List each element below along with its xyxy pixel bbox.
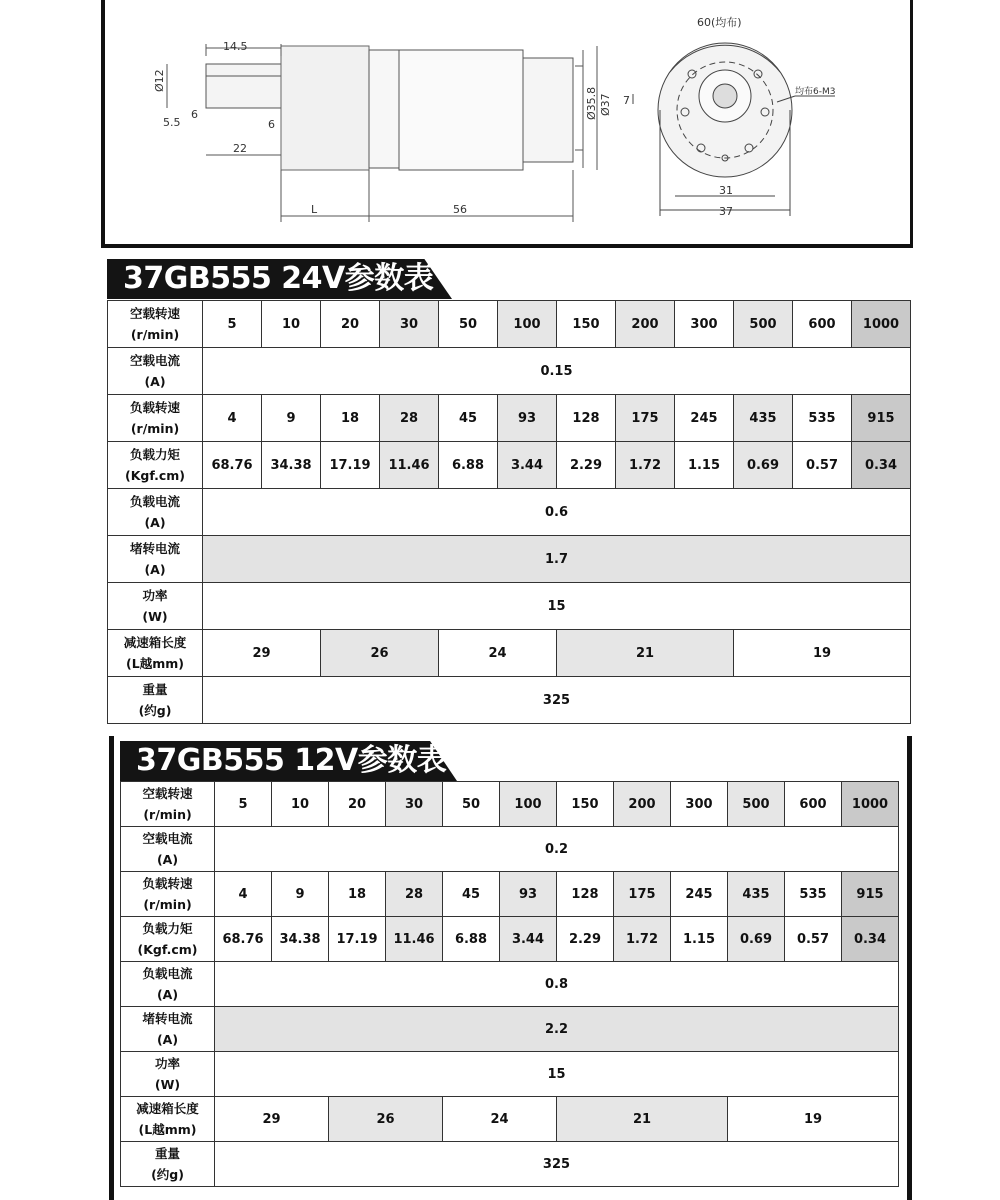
table-24v-title: 37GB555 24V参数表 [123,261,434,296]
cell: 34.38 [272,917,329,962]
table-24v-title-banner [107,259,452,299]
cell: 4 [215,872,272,917]
cell: 100 [500,782,557,827]
table-row [108,536,911,583]
cell: 3.44 [498,442,557,489]
cell: 0.69 [734,442,793,489]
table-row [108,489,911,536]
cell: 500 [734,301,793,348]
dim-m3-holes: 均布6-M3 [795,87,836,97]
cell: 1.72 [614,917,671,962]
table-row [121,1052,899,1097]
cell: 93 [498,395,557,442]
cell: 9 [262,395,321,442]
cell: 1.15 [671,917,728,962]
cell: 4 [203,395,262,442]
row-header: 负载力矩 (Kgf.cm) [108,442,203,489]
cell: 600 [793,301,852,348]
cell: 29 [203,630,321,677]
spec-table-12v [120,781,899,1187]
cell: 68.76 [215,917,272,962]
cell: 1.15 [675,442,734,489]
cell: 28 [380,395,439,442]
table-row [121,782,899,827]
cell: 28 [386,872,443,917]
cell: 915 [842,872,899,917]
dim-14-5: 14.5 [223,40,248,53]
row-header: 负载转速 (r/min) [121,872,215,917]
cell: 10 [272,782,329,827]
cell: 0.57 [785,917,842,962]
cell: 18 [321,395,380,442]
table-row [108,583,911,630]
cell: 17.19 [329,917,386,962]
cell: 325 [215,1142,899,1187]
cell: 24 [443,1097,557,1142]
cell: 30 [386,782,443,827]
cell: 150 [557,301,616,348]
cell: 1.72 [616,442,675,489]
row-header: 空载电流 (A) [108,348,203,395]
row-header: 负载转速 (r/min) [108,395,203,442]
cell: 0.6 [203,489,911,536]
cell: 2.29 [557,917,614,962]
table-row [108,395,911,442]
table-12v-title-banner [120,741,457,781]
cell: 535 [785,872,842,917]
cell: 45 [439,395,498,442]
row-header: 堵转电流 (A) [108,536,203,583]
row-header: 空载电流 (A) [121,827,215,872]
table-row [108,348,911,395]
cell: 150 [557,782,614,827]
cell: 6.88 [439,442,498,489]
cell: 0.34 [852,442,911,489]
cell: 0.57 [793,442,852,489]
dim-60-pitch: 60(均布) [697,16,742,29]
cell: 18 [329,872,386,917]
cell: 200 [616,301,675,348]
table-row [121,1007,899,1052]
cell: 11.46 [386,917,443,962]
cell: 100 [498,301,557,348]
dimension-drawing [101,0,913,248]
cell: 435 [728,872,785,917]
dim-7: 7 [623,94,630,107]
cell: 0.34 [842,917,899,962]
cell: 2.29 [557,442,616,489]
cell: 325 [203,677,911,724]
row-header: 重量 (约g) [121,1142,215,1187]
cell: 50 [439,301,498,348]
cell: 535 [793,395,852,442]
cell: 600 [785,782,842,827]
table-12v-frame-left [109,736,114,1200]
cell: 128 [557,395,616,442]
cell: 128 [557,872,614,917]
row-header: 负载电流 (A) [108,489,203,536]
cell: 200 [614,782,671,827]
cell: 175 [616,395,675,442]
cell: 5 [203,301,262,348]
cell: 5 [215,782,272,827]
cell: 0.2 [215,827,899,872]
cell: 15 [215,1052,899,1097]
cell: 93 [500,872,557,917]
cell: 300 [675,301,734,348]
cell: 11.46 [380,442,439,489]
cell: 21 [557,1097,728,1142]
cell: 1000 [852,301,911,348]
dim-6b: 6 [268,118,275,131]
dim-L: L [311,203,318,216]
cell: 175 [614,872,671,917]
dim-37: 37 [719,205,733,218]
cell: 17.19 [321,442,380,489]
row-header: 堵转电流 (A) [121,1007,215,1052]
cell: 19 [728,1097,899,1142]
table-row [108,630,911,677]
cell: 500 [728,782,785,827]
table-row [108,442,911,489]
dim-5-5: 5.5 [163,116,181,129]
motor-drawing-svg [105,0,913,248]
row-header: 功率 (W) [121,1052,215,1097]
cell: 3.44 [500,917,557,962]
cell: 1.7 [203,536,911,583]
table-row [121,1142,899,1187]
table-row [108,677,911,724]
row-header: 减速箱长度 (L越mm) [121,1097,215,1142]
dim-d37: Ø37 [599,93,612,116]
cell: 20 [321,301,380,348]
cell: 20 [329,782,386,827]
cell: 245 [675,395,734,442]
table-row [121,1097,899,1142]
table-row [108,301,911,348]
table-row [121,962,899,1007]
cell: 34.38 [262,442,321,489]
cell: 10 [262,301,321,348]
table-row [121,827,899,872]
table-row [121,917,899,962]
table-12v-frame-right [907,736,912,1200]
spec-table-24v [107,300,911,724]
cell: 21 [557,630,734,677]
dim-56: 56 [453,203,467,216]
cell: 0.8 [215,962,899,1007]
cell: 29 [215,1097,329,1142]
cell: 915 [852,395,911,442]
cell: 30 [380,301,439,348]
cell: 245 [671,872,728,917]
cell: 300 [671,782,728,827]
dim-31: 31 [719,184,733,197]
table-row [121,872,899,917]
cell: 0.69 [728,917,785,962]
row-header: 功率 (W) [108,583,203,630]
table-12v-title: 37GB555 12V参数表 [136,743,447,778]
dim-22: 22 [233,142,247,155]
cell: 435 [734,395,793,442]
cell: 19 [734,630,911,677]
cell: 2.2 [215,1007,899,1052]
row-header: 减速箱长度 (L越mm) [108,630,203,677]
row-header: 负载电流 (A) [121,962,215,1007]
cell: 0.15 [203,348,911,395]
cell: 45 [443,872,500,917]
row-header: 重量 (约g) [108,677,203,724]
row-header: 空载转速 (r/min) [108,301,203,348]
cell: 15 [203,583,911,630]
cell: 1000 [842,782,899,827]
cell: 6.88 [443,917,500,962]
cell: 68.76 [203,442,262,489]
dim-d12: Ø12 [153,69,166,92]
dim-6a: 6 [191,108,198,121]
row-header: 空载转速 (r/min) [121,782,215,827]
cell: 26 [329,1097,443,1142]
cell: 24 [439,630,557,677]
cell: 50 [443,782,500,827]
row-header: 负载力矩 (Kgf.cm) [121,917,215,962]
dim-d35-8: Ø35.8 [585,86,598,120]
cell: 26 [321,630,439,677]
cell: 9 [272,872,329,917]
